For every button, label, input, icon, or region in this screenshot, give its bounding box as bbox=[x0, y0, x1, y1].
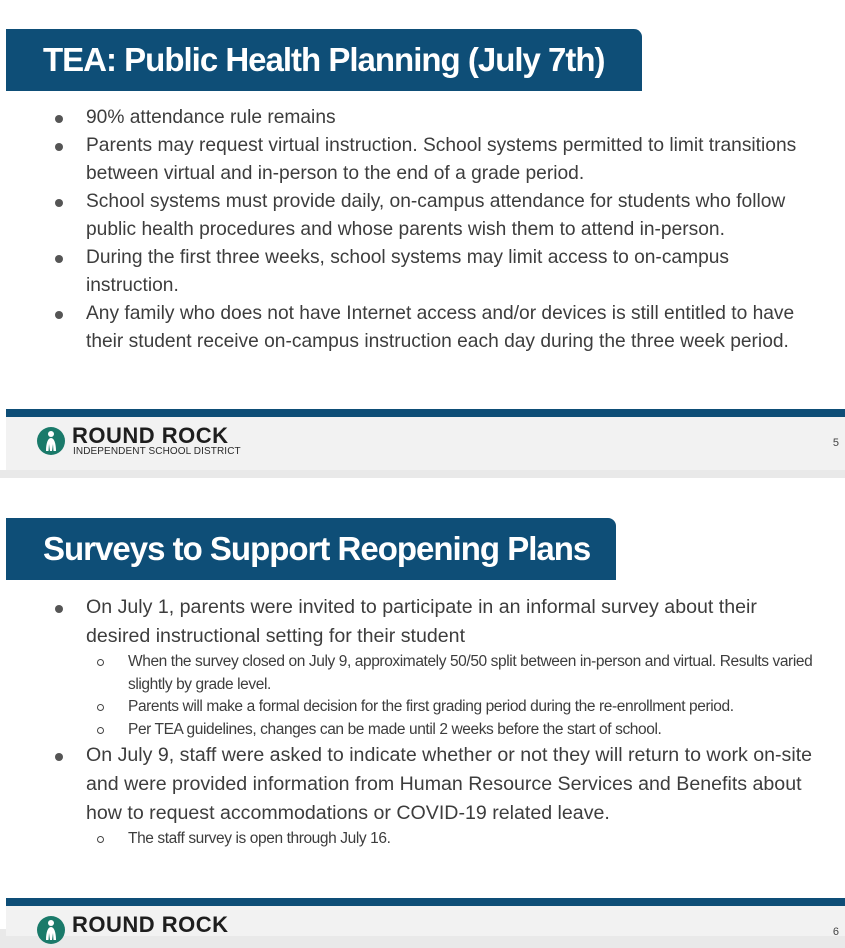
bullet-ring-icon bbox=[97, 659, 104, 666]
page-number: 5 bbox=[832, 437, 839, 449]
list-item: Any family who does not have Internet access and/or devices is still entitled to have their student receive on-campus instruction each day during the three week period. bbox=[52, 300, 822, 356]
bullet-dot-icon bbox=[55, 199, 63, 207]
bullet-ring-icon bbox=[97, 727, 104, 734]
list-item: On July 9, staff were asked to indicate whether or not they will return to work on-site and were provided information from Human Resource Services and Benefits about how to request accommodations or COVID-19 related leave. The staff survey is open through July 16. bbox=[52, 741, 822, 851]
bullet-ring-icon bbox=[97, 704, 104, 711]
bullet-dot-icon bbox=[55, 115, 63, 123]
page-number: 6 bbox=[832, 926, 839, 938]
list-item: 90% attendance rule remains bbox=[52, 104, 822, 132]
sub-list-item: Per TEA guidelines, changes can be made until 2 weeks before the start of school. bbox=[86, 719, 822, 742]
list-item: During the first three weeks, school systems may limit access to on-campus instruction. bbox=[52, 244, 822, 300]
slide-title: Surveys to Support Reopening Plans bbox=[6, 518, 616, 580]
list-item: School systems must provide daily, on-campus attendance for students who follow public health procedures and whose parents wish them to attend in-person. bbox=[52, 188, 822, 244]
bullet-dot-icon bbox=[55, 753, 63, 761]
slide-5: TEA: Public Health Planning (July 7th) 90% attendance rule remains Parents may request virtual instruction. School systems permitted to limit transitions between virtual and in-person to the end of a grade period. School systems must provide daily, on-campus attendance for students who follow public health procedures and whose parents wish them to attend in-person. During the first three weeks, school systems may limit access to on-campus instruction. Any family who does not have Internet access and/or devices is still entitled to have their student receive on-campus instruction each day during the three week period. ROUND ROCK INDEPENDENT SCHOOL DISTRICT 5 bbox=[0, 0, 845, 470]
round-rock-logo-icon bbox=[37, 427, 65, 455]
bullet-dot-icon bbox=[55, 143, 63, 151]
sub-list-item: Parents will make a formal decision for the first grading period during the re-enrollment period. bbox=[86, 696, 822, 719]
bullet-dot-icon bbox=[55, 311, 63, 319]
bullet-dot-icon bbox=[55, 255, 63, 263]
sub-bullet-list bbox=[86, 651, 822, 741]
slide-6: Surveys to Support Reopening Plans On July 1, parents were invited to participate in an informal survey about their desired instructional setting for their student When the survey closed on July 9, approximately 50/50 split between in-person and virtual. Results varied slightly by grade level. Parents will make a formal decision for the first grading period during the re-enrollment period. Per TEA guidelines, changes can be made until 2 weeks before the start of school. On July 9, staff were asked to indicate whether or not they will return to work on-site and were provided information from Human Resource Services and Benefits about how to request accommodations or COVID-19 related leave. The staff survey is open through July 16. ROUND ROCK 6 bbox=[0, 478, 845, 929]
bullet-ring-icon bbox=[97, 836, 104, 843]
bullet-list bbox=[52, 104, 822, 356]
list-item: On July 1, parents were invited to participate in an informal survey about their desired instructional setting for their student When the survey closed on July 9, approximately 50/50 split between in-person and virtual. Results varied slightly by grade level. Parents will make a formal decision for the first grading period during the re-enrollment period. Per TEA guidelines, changes can be made until 2 weeks before the start of school. bbox=[52, 593, 822, 741]
footer-divider bbox=[6, 409, 845, 417]
sub-list-item: The staff survey is open through July 16. bbox=[86, 828, 822, 851]
footer-divider bbox=[6, 898, 845, 906]
bullet-dot-icon bbox=[55, 605, 63, 613]
bullet-list bbox=[52, 593, 822, 851]
list-item: Parents may request virtual instruction. School systems permitted to limit transitions between virtual and in-person to the end of a grade period. bbox=[52, 132, 822, 188]
sub-list-item: When the survey closed on July 9, approximately 50/50 split between in-person and virtual. Results varied slightly by grade level. bbox=[86, 651, 822, 696]
sub-bullet-list bbox=[86, 828, 822, 851]
round-rock-logo-icon bbox=[37, 916, 65, 944]
slide-title: TEA: Public Health Planning (July 7th) bbox=[6, 29, 642, 91]
